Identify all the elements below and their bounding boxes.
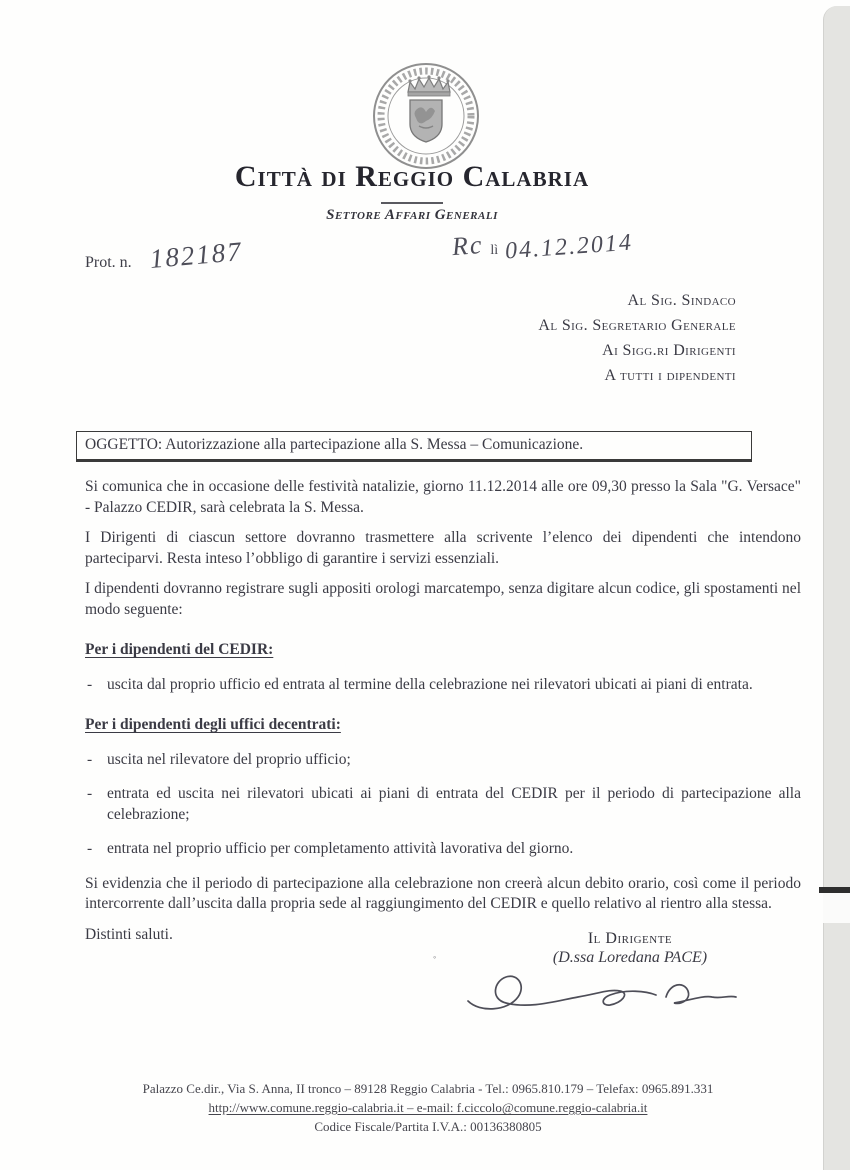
paragraph: Si comunica che in occasione delle festività natalizie, giorno 11.12.2014 alle ore 09,30 presso la Sala "G. Versace" - Palazzo CEDIR, sarà celebrata la S. Messa. (85, 478, 801, 516)
footer-fiscal-line: Codice Fiscale/Partita I.V.A.: 00136380805 (314, 1119, 542, 1134)
letter-footer (0, 1079, 850, 1136)
footer-web-email-line: http://www.comune.reggio-calabria.it – e-mail: f.ciccolo@comune.reggio-calabria.it (208, 1100, 648, 1115)
date-handwritten: 04.12.2014 (504, 229, 634, 265)
list-item: - entrata nel proprio ufficio per completamento attività lavorativa del giorno. (85, 839, 801, 860)
scan-edge-gap (823, 893, 850, 923)
letter-body (85, 477, 801, 955)
signer-role: Il Dirigente (587, 930, 673, 947)
list-item: - uscita dal proprio ufficio ed entrata al termine della celebrazione nei rilevatori ubicati ai piani di entrata. (85, 675, 801, 696)
scan-edge-band (823, 6, 850, 1170)
footer-address-line: Palazzo Ce.dir., Via S. Anna, II tronco – 89128 Reggio Calabria - Tel.: 0965.810.179 – Telefax: 0965.891.331 (142, 1081, 714, 1096)
recipient-line: A tutti i dipendenti (604, 367, 736, 384)
section-heading-cedir: Per i dipendenti del CEDIR: (85, 641, 274, 658)
paragraph: I dipendenti dovranno registrare sugli appositi orologi marcatempo, senza digitare alcun codice, gli spostamenti nel modo seguente: (85, 580, 801, 618)
subject-box: OGGETTO: Autorizzazione alla partecipazione alla S. Messa – Comunicazione. (76, 431, 752, 462)
list-item: - uscita nel rilevatore del proprio ufficio; (85, 750, 801, 771)
place-date-row (450, 229, 634, 265)
section-heading-decentrati: Per i dipendenti degli uffici decentrati: (85, 716, 341, 733)
handwritten-signature-icon (425, 961, 795, 1024)
place-handwritten: Rc (450, 229, 485, 262)
scan-speck: ◦ (433, 952, 437, 962)
protocol-number-handwritten: 182187 (148, 236, 244, 275)
scan-edge-segment (823, 6, 850, 887)
signer-name: (D.ssa Loredana PACE) (552, 949, 708, 966)
title-divider (381, 202, 443, 204)
paragraph: I Dirigenti di ciascun settore dovranno trasmettere alla scrivente l’elenco dei dipendenti che intendono parteciparvi. Resta inteso l’obbligo di garantire i servizi essenziali. (85, 529, 801, 567)
protocol-row (85, 236, 244, 275)
page-title: Città di Reggio Calabria (234, 160, 590, 193)
city-coat-of-arms-icon (363, 60, 489, 172)
recipient-line: Al Sig. Segretario Generale (538, 317, 736, 334)
department-subtitle: Settore Affari Generali (326, 207, 498, 223)
signature-block (465, 930, 795, 1024)
list-item: - entrata ed uscita nei rilevatori ubicati ai piani di entrata del CEDIR per il periodo di partecipazione alla celebrazione; (85, 784, 801, 825)
protocol-label: Prot. n. (85, 254, 132, 271)
li-label: lì (490, 243, 499, 258)
closing-paragraph: Si evidenzia che il periodo di partecipazione alla celebrazione non creerà alcun debito orario, così come il periodo intercorrente dall’uscita dalla propria sede al raggiungimento del CEDIR e quello relativo al rientro alla stessa. (85, 874, 801, 912)
salutation: Distinti saluti. (85, 925, 173, 943)
recipient-line: Al Sig. Sindaco (627, 292, 736, 309)
recipient-line: Ai Sigg.ri Dirigenti (602, 342, 736, 359)
recipients-block (538, 288, 736, 388)
